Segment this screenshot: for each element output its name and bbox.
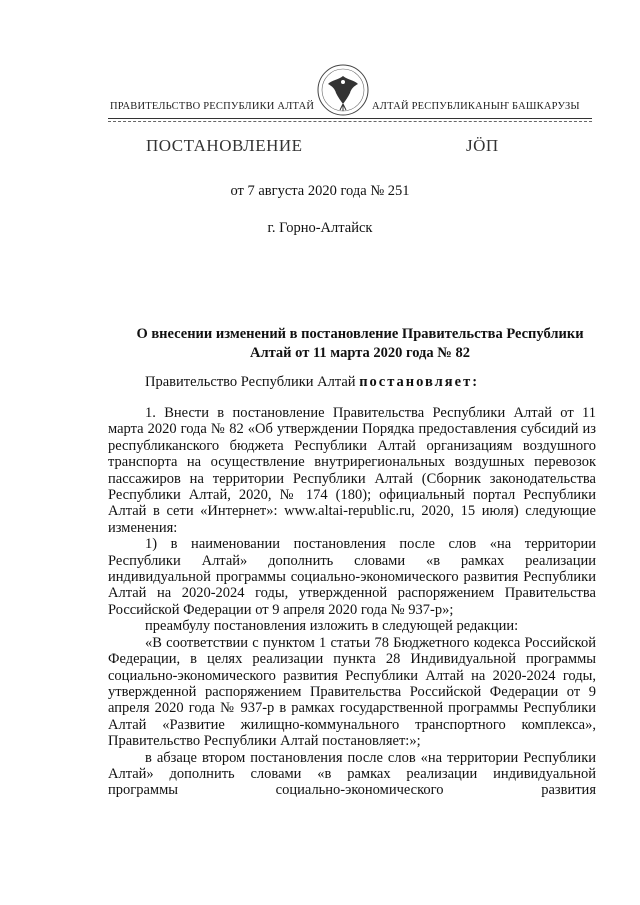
paragraph: «В соответствии с пунктом 1 статьи 78 Бюджетного кодекса Российской Федерации, в целях реализации пункта 28 Индивидуальной программы социально-экономического развития Республики Алтай на 2020-2024 годы, утвержденной распоряжением Правительства Российской Федерации от 9 апреля 2020 года № 937-р в рамках государственной программы Республики Алтай «Развитие жилищно-коммунального транспортного комплекса», Правительство Республики Алтай постановляет:»;	[108, 634, 596, 750]
document-type-altai: ЈӦП	[466, 136, 499, 155]
header-divider-dashed	[108, 121, 592, 122]
preamble-subject: Правительство Республики Алтай	[145, 374, 360, 390]
paragraph: в абзаце втором постановления после слов «на территории Республики Алтай» дополнить словами «в рамках реализации индивидуальной программы социально-экономического развития	[108, 749, 596, 799]
document-date-number: от 7 августа 2020 года № 251	[230, 183, 410, 199]
document-title-line: Алтай от 11 марта 2020 года № 82	[250, 345, 470, 361]
paragraph: 1) в наименовании постановления после слов «на территории Республики Алтай» дополнить словами «в рамках реализации индивидуальной программы социально-экономического развития Республики Алтай на 2020-2024 годы, утвержденной распоряжением Правительства Российской Федерации от 9 апреля 2020 года № 937-р»;	[108, 536, 596, 618]
document-title-line: О внесении изменений в постановление Правительства Республики	[136, 326, 584, 342]
preamble	[145, 374, 479, 391]
document-city: г. Горно-Алтайск	[267, 220, 373, 236]
paragraph: 1. Внести в постановление Правительства Республики Алтай от 11 марта 2020 года № 82 «Об утверждении Порядка предоставления субсидий из республиканского бюджета Республики Алтай организациям воздушного транспорта на осуществление внутрирегиональных воздушных перевозок пассажиров на территории Республики Алтай (Сборник законодательства Республики Алтай, 2020, № 174 (180); официальный портал Республики Алтай в сети «Интернет»: www.altai-republic.ru, 2020, 15 июля) следующие изменения:	[108, 405, 596, 536]
header-divider	[108, 118, 592, 119]
document-type-russian: ПОСТАНОВЛЕНИЕ	[146, 136, 303, 155]
preamble-verb: постановляет:	[359, 374, 480, 390]
document-body	[108, 405, 596, 799]
altai-republic-emblem-icon	[316, 62, 370, 118]
organization-name-altai: АЛТАЙ РЕСПУБЛИКАНЫҤ БАШКАРУЗЫ	[372, 101, 580, 112]
organization-name-russian: ПРАВИТЕЛЬСТВО РЕСПУБЛИКИ АЛТАЙ	[110, 101, 315, 112]
document-title	[110, 325, 610, 363]
paragraph: преамбулу постановления изложить в следующей редакции:	[145, 618, 519, 635]
